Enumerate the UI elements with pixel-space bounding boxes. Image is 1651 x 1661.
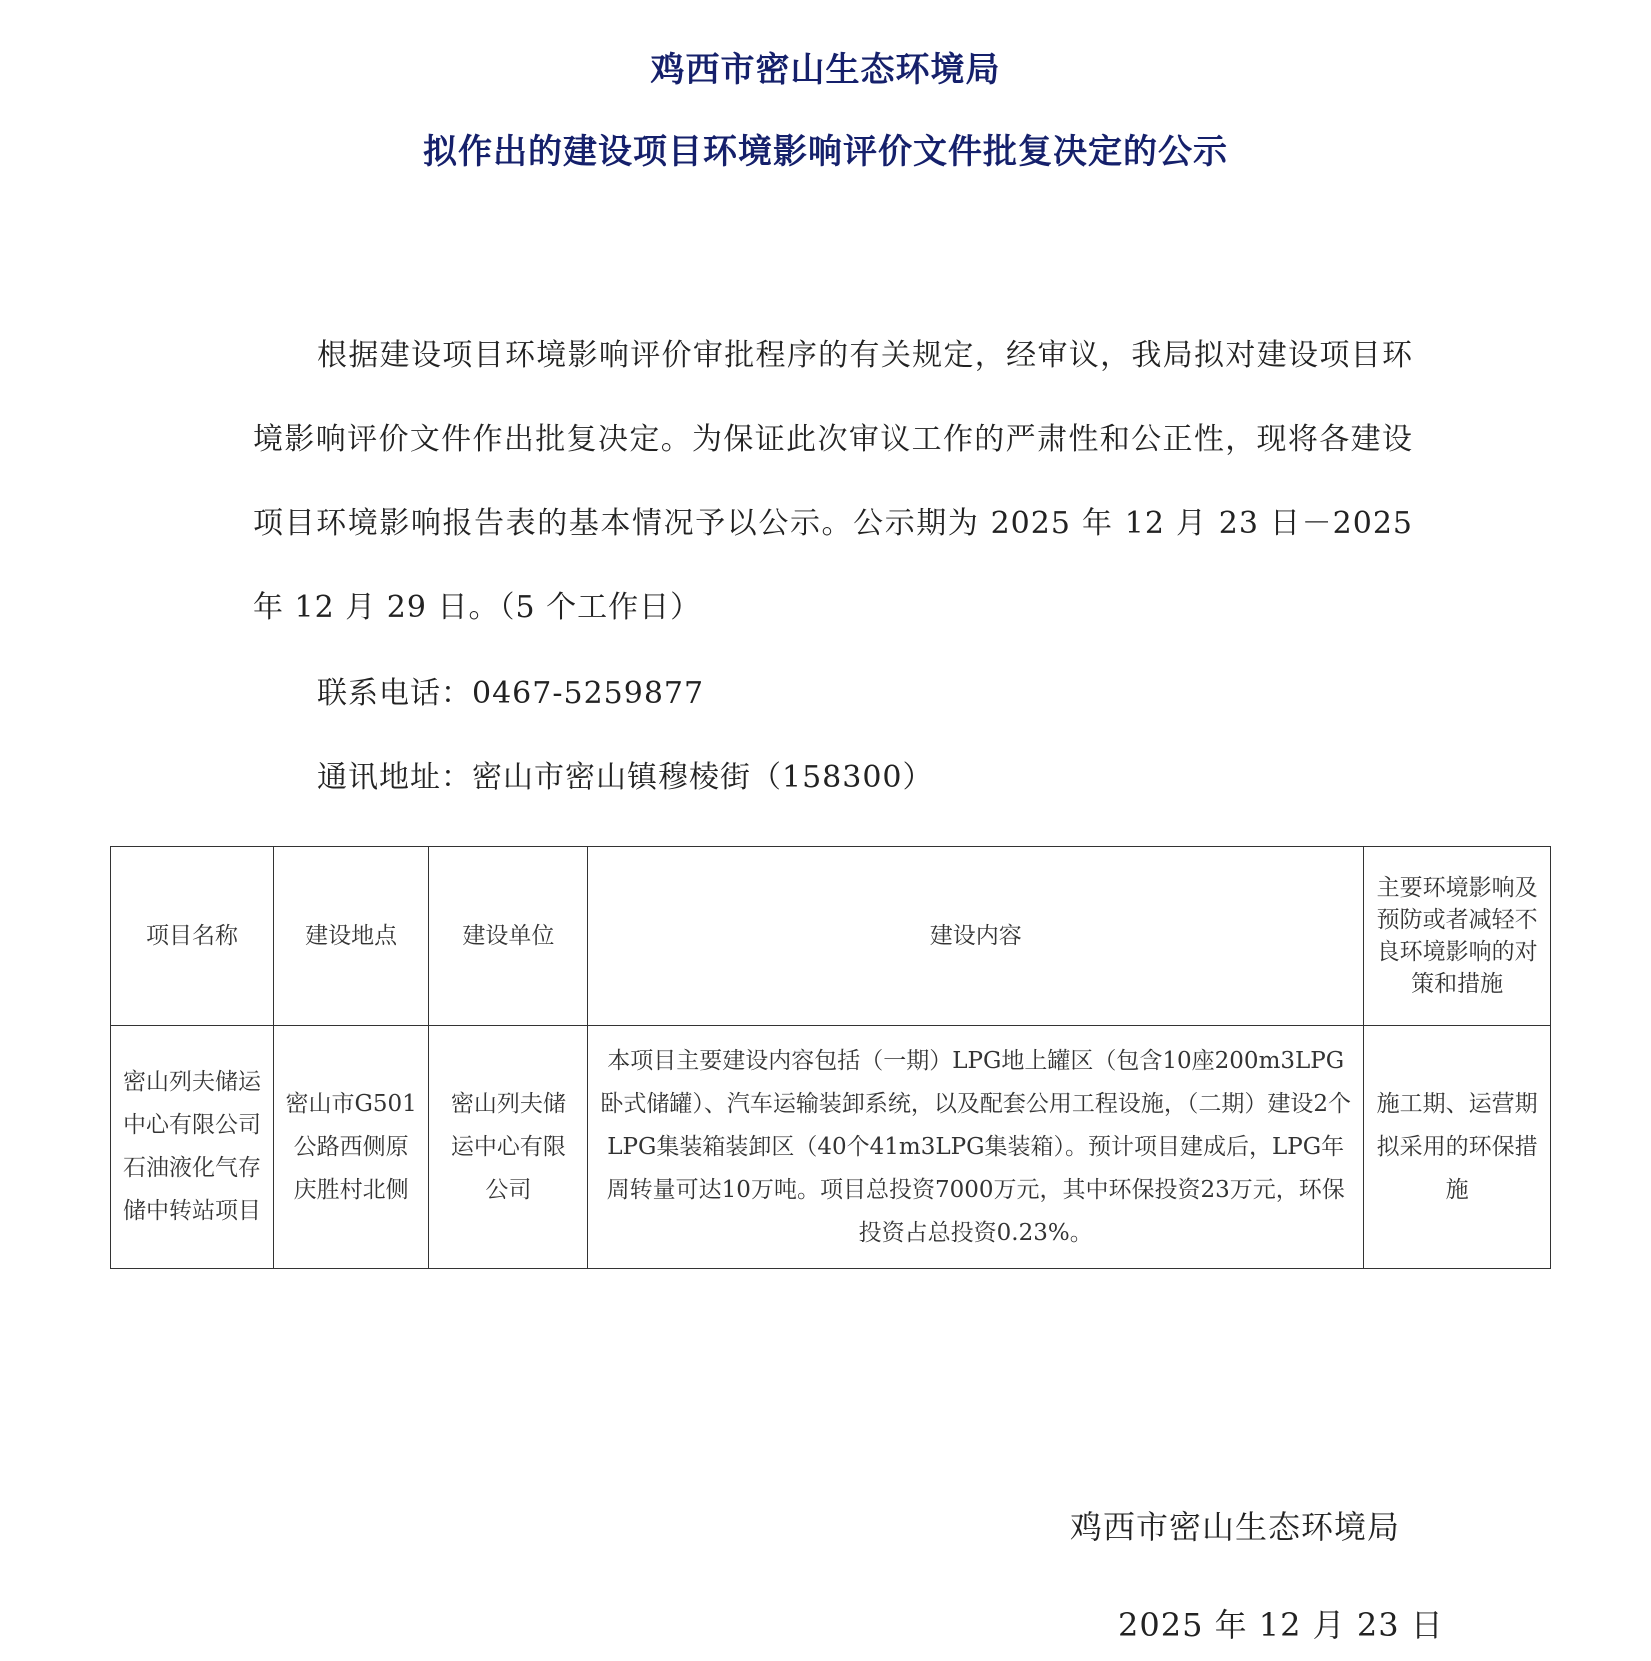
header-content: 建设内容	[588, 847, 1364, 1026]
cell-unit: 密山列夫储运中心有限公司	[429, 1026, 588, 1269]
notice-subtitle: 拟作出的建设项目环境影响评价文件批复决定的公示	[423, 132, 1228, 172]
contact-address-line	[317, 752, 934, 796]
address-label: 通讯地址：	[317, 760, 472, 795]
issuer-signature: 鸡西市密山生态环境局	[1070, 1508, 1401, 1546]
table-header-row	[111, 847, 1551, 1026]
notice-title: 鸡西市密山生态环境局	[650, 50, 1001, 90]
cell-content: 本项目主要建设内容包括（一期）LPG地上罐区（包含10座200m3LPG卧式储罐）、汽车运输装卸系统，以及配套公用工程设施，（二期）建设2个LPG集装箱装卸区（40个41m3LPG集装箱）。预计项目建成后，LPG年周转量可达10万吨。项目总投资7000万元，其中环保投资23万元，环保投资占总投资0.23%。	[588, 1026, 1364, 1269]
header-unit: 建设单位	[429, 847, 588, 1026]
issue-date: 2025 年 12 月 23 日	[1118, 1606, 1444, 1644]
header-measures: 主要环境影响及预防或者减轻不良环境影响的对策和措施	[1364, 847, 1551, 1026]
header-location: 建设地点	[273, 847, 429, 1026]
table-row	[111, 1026, 1551, 1269]
intro-paragraph: 根据建设项目环境影响评价审批程序的有关规定，经审议，我局拟对建设项目环境影响评价文件作出批复决定。为保证此次审议工作的严肃性和公正性，现将各建设项目环境影响报告表的基本情况予以公示。公示期为 2025 年 12 月 23 日－2025 年 12 月 29 日。（5 个工作日）	[253, 338, 1413, 625]
project-table	[110, 846, 1551, 1269]
cell-project-name: 密山列夫储运中心有限公司石油液化气存储中转站项目	[111, 1026, 274, 1269]
cell-measures: 施工期、运营期拟采用的环保措施	[1364, 1026, 1551, 1269]
phone-label: 联系电话：	[317, 676, 472, 711]
address-value: 密山市密山镇穆棱街（158300）	[472, 760, 934, 795]
cell-location: 密山市G501 公路西侧原庆胜村北侧	[273, 1026, 429, 1269]
contact-phone-line	[317, 668, 704, 712]
phone-number: 0467-5259877	[472, 676, 705, 711]
header-project-name: 项目名称	[111, 847, 274, 1026]
